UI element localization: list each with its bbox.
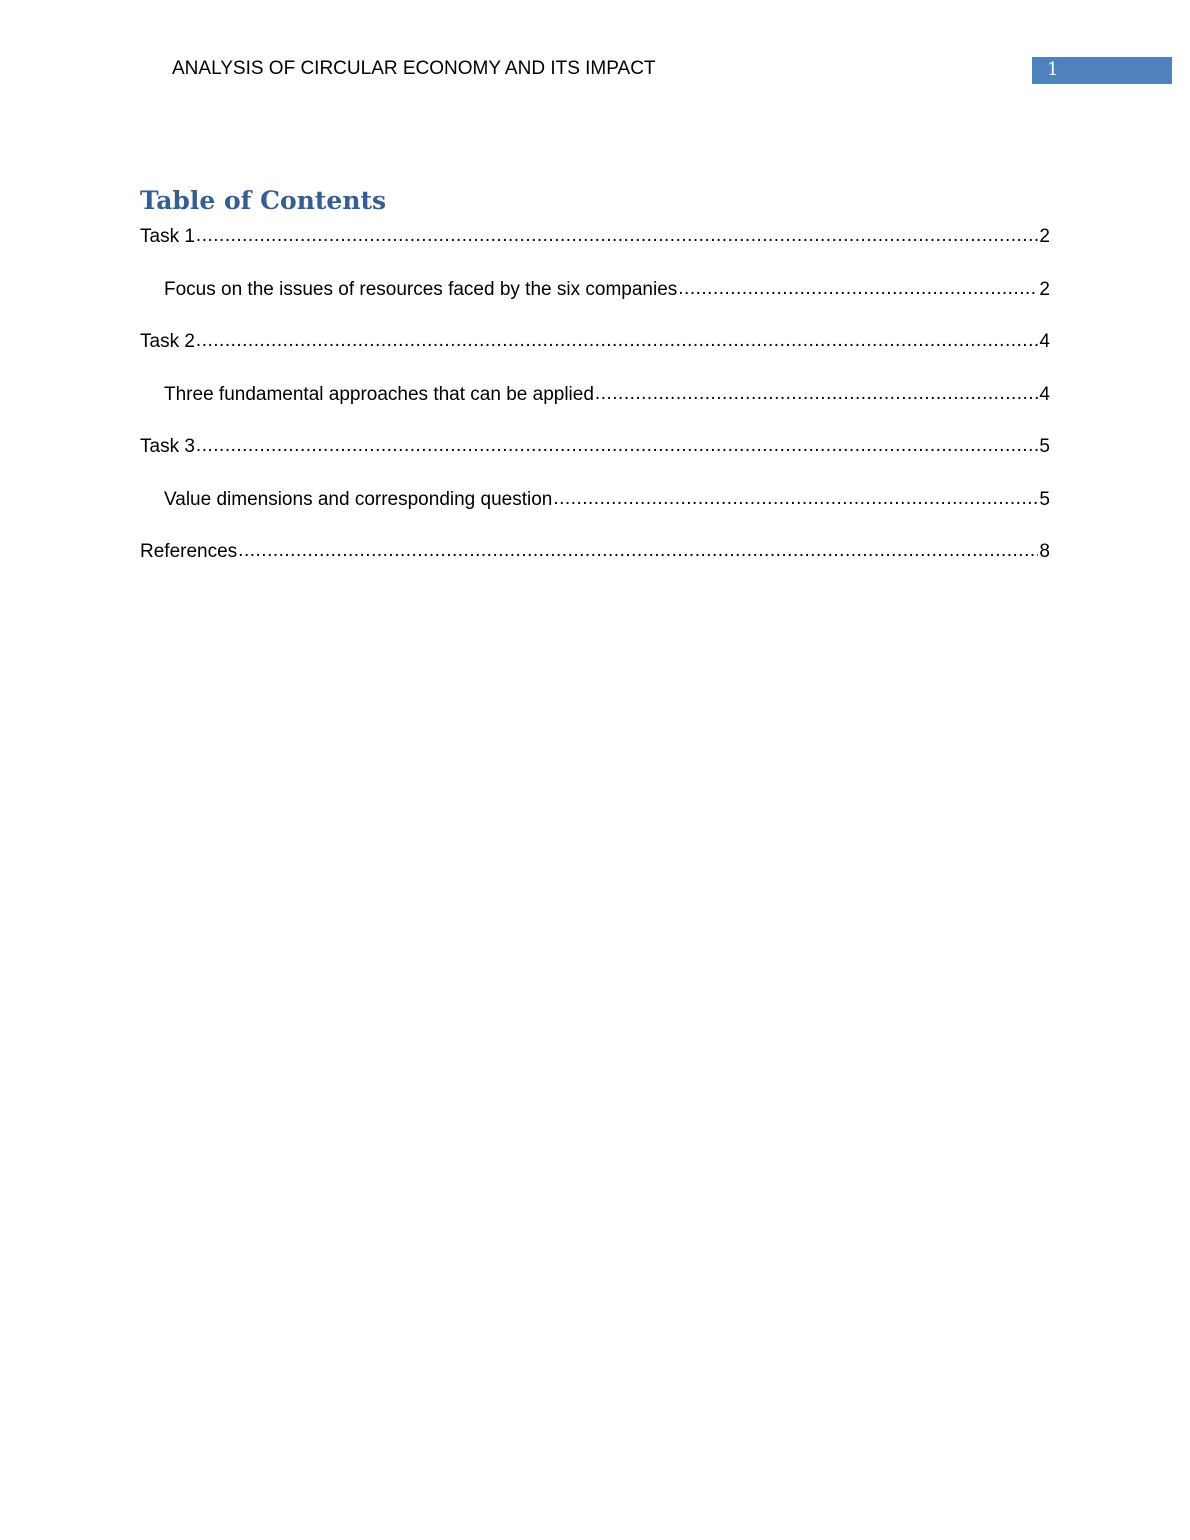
toc-entry-three-approaches[interactable] [140,382,1050,408]
toc-entry-task-3[interactable] [140,434,1050,460]
toc-entry-page: 8 [1039,541,1050,562]
toc-entry-label: References [140,541,238,562]
table-of-contents [140,224,1050,592]
toc-entry-value-dimensions[interactable] [140,487,1050,513]
toc-dot-leader [196,433,1039,459]
toc-heading: Table of Contents [140,186,387,215]
toc-entry-page: 4 [1039,331,1050,352]
toc-entry-page: 5 [1039,488,1050,510]
toc-entry-page: 4 [1039,383,1050,405]
toc-dot-leader [678,276,1038,302]
toc-entry-page: 2 [1039,278,1050,300]
toc-entry-page: 5 [1039,436,1050,457]
toc-dot-leader [238,538,1038,564]
toc-entry-task-2[interactable] [140,329,1050,355]
toc-entry-label: Value dimensions and corresponding question [164,488,553,510]
toc-dot-leader [553,486,1038,512]
toc-entry-references[interactable] [140,539,1050,565]
page-number: 1 [1047,59,1059,80]
toc-entry-focus-on-issues[interactable] [140,277,1050,303]
toc-entry-label: Task 2 [140,331,195,352]
toc-entry-label: Focus on the issues of resources faced by the six companies [164,278,678,300]
running-header-title: ANALYSIS OF CIRCULAR ECONOMY AND ITS IMPACT [172,58,656,79]
toc-entry-page: 2 [1039,226,1050,247]
toc-entry-label: Three fundamental approaches that can be applied [164,383,594,405]
toc-entry-label: Task 1 [140,226,195,247]
toc-dot-leader [595,381,1039,407]
toc-dot-leader [196,223,1039,249]
page-number-badge [1032,57,1172,84]
toc-dot-leader [196,328,1039,354]
toc-entry-label: Task 3 [140,436,195,457]
toc-entry-task-1[interactable] [140,224,1050,250]
